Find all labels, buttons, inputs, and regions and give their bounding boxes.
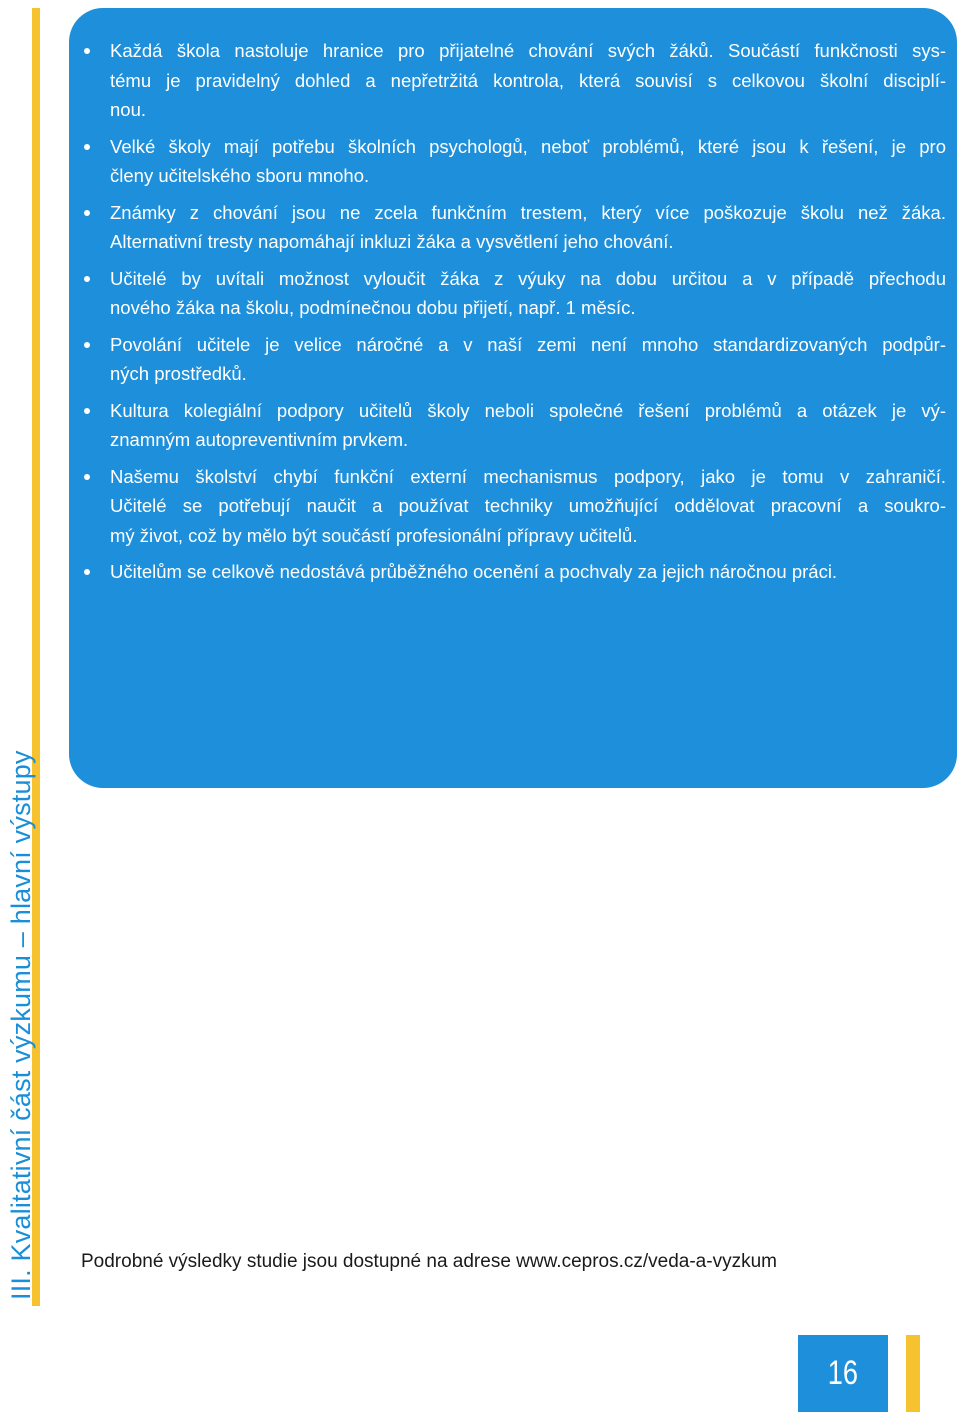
list-item [80, 396, 946, 455]
list-item-line: Kultura kolegiální podpory učitelů školy neboli společné řešení problémů a otázek je vý- [110, 399, 946, 421]
list-item-line: Učitelé se potřebují naučit a používat techniky umožňující oddělovat pracovní a soukro- [110, 495, 946, 516]
list-item [80, 198, 946, 257]
bullet-icon [84, 474, 90, 480]
list-item-line: Každá škola nastoluje hranice pro přijatelné chování svých žáků. Součástí funkčnosti sys- [110, 40, 946, 61]
page-number: 16 [827, 1354, 859, 1392]
bullet-icon [84, 276, 90, 282]
bullet-icon [84, 569, 90, 575]
bullet-icon [84, 48, 90, 54]
list-item [80, 330, 946, 389]
list-item-line: Velké školy mají potřebu školních psychologů, neboť problémů, které jsou k řešení, je pro [110, 135, 946, 157]
list-item [80, 462, 946, 551]
list-item [80, 132, 946, 191]
list-item-line: nou. [110, 99, 147, 120]
list-item [80, 36, 946, 125]
list-item-line: tému je pravidelný dohled a nepřetržitá kontrola, která souvisí s celkovou školní disciplí- [110, 69, 946, 91]
findings-list [80, 36, 946, 594]
bullet-icon [84, 408, 90, 414]
section-title-vertical: III. Kvalitativní část výzkumu – hlavní výstupy [6, 750, 36, 1300]
list-item-line: Povolání učitele je velice náročné a v naší zemi není mnoho standardizovaných podpůr- [110, 333, 946, 355]
bullet-icon [84, 342, 90, 348]
list-item-line: členy učitelského sboru mnoho. [110, 165, 370, 186]
page-number-badge [798, 1335, 888, 1412]
list-item [80, 557, 946, 587]
list-item-line: Našemu školství chybí funkční externí mechanismus podpory, jako je tomu v zahraničí. [110, 465, 946, 487]
footnote-source: Podrobné výsledky studie jsou dostupné na adrese www.cepros.cz/veda-a-vyzkum [81, 1251, 777, 1272]
list-item-line: ných prostředků. [110, 363, 247, 384]
list-item-line: Známky z chování jsou ne zcela funkčním trestem, který více poškozuje školu než žáka. [110, 201, 946, 223]
list-item-line: mý život, což by mělo být součástí profesionální přípravy učitelů. [110, 524, 638, 546]
list-item [80, 264, 946, 323]
list-item-line: Učitelům se celkově nedostává průběžného ocenění a pochvaly za jejich náročnou práci. [110, 561, 838, 582]
corner-accent-bar [906, 1335, 920, 1412]
bullet-icon [84, 144, 90, 150]
list-item-line: znamným autopreventivním prvkem. [110, 429, 409, 450]
list-item-line: Učitelé by uvítali možnost vyloučit žáka z výuky na dobu určitou a v případě přechodu [110, 267, 946, 289]
bullet-icon [84, 210, 90, 216]
list-item-line: Alternativní tresty napomáhají inkluzi žáka a vysvětlení jeho chování. [110, 231, 674, 252]
list-item-line: nového žáka na školu, podmínečnou dobu přijetí, např. 1 měsíc. [110, 297, 636, 318]
